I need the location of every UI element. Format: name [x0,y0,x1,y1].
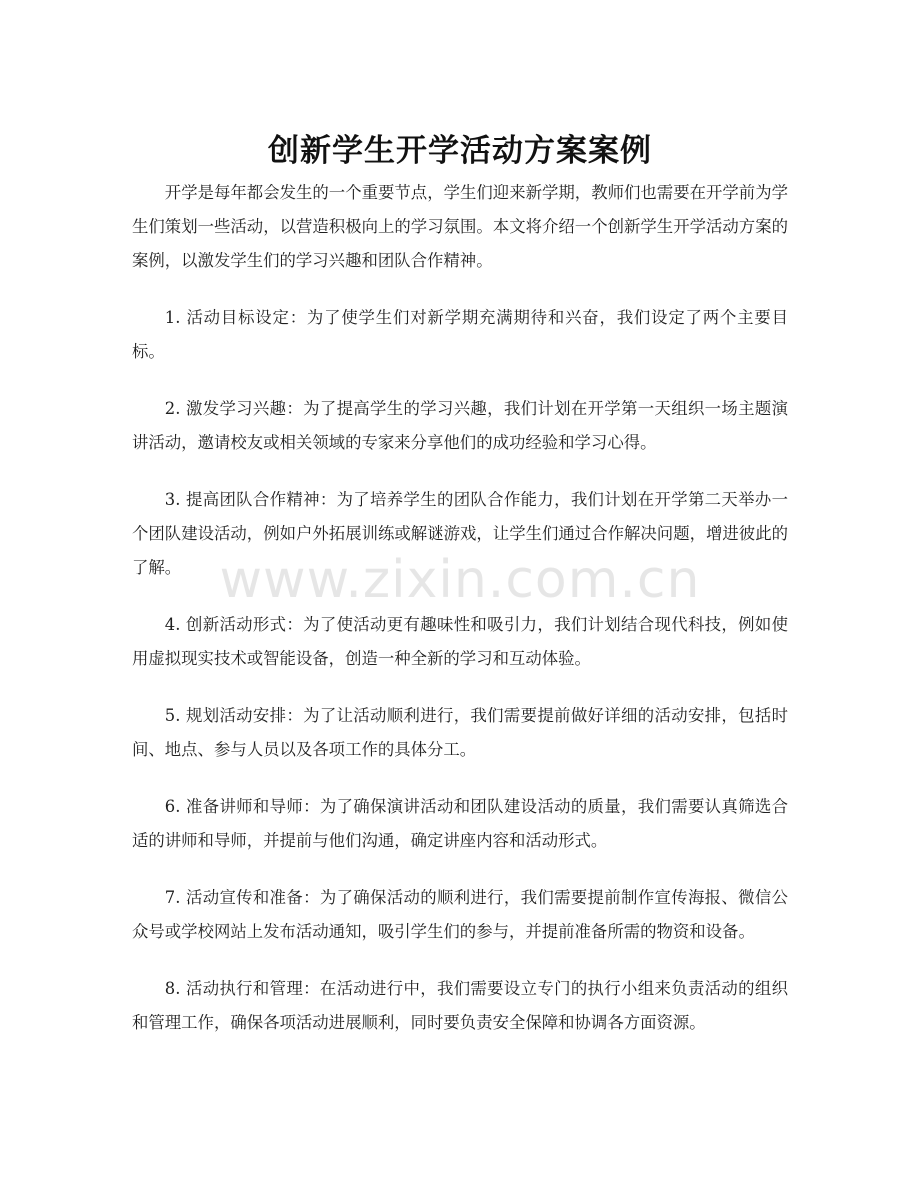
list-item: 5. 规划活动安排：为了让活动顺利进行，我们需要提前做好详细的活动安排，包括时间、地点、参与人员以及各项工作的具体分工。 [132,706,788,759]
page-title: 创新学生开学活动方案案例 [268,132,652,169]
list-item: 7. 活动宣传和准备：为了确保活动的顺利进行，我们需要提前制作宣传海报、微信公众号或学校网站上发布活动通知，吸引学生们的参与，并提前准备所需的物资和设备。 [132,888,788,941]
list-item: 2. 激发学习兴趣：为了提高学生的学习兴趣，我们计划在开学第一天组织一场主题演讲活动，邀请校友或相关领域的专家来分享他们的成功经验和学习心得。 [132,399,788,452]
document-body [132,176,788,1063]
list-item: 1. 活动目标设定：为了使学生们对新学期充满期待和兴奋，我们设定了两个主要目标。 [132,308,788,361]
list-item: 3. 提高团队合作精神：为了培养学生的团队合作能力，我们计划在开学第二天举办一个团队建设活动，例如户外拓展训练或解谜游戏，让学生们通过合作解决问题，增进彼此的了解。 [132,490,788,577]
list-item: 8. 活动执行和管理：在活动进行中，我们需要设立专门的执行小组来负责活动的组织和管理工作，确保各项活动进展顺利，同时要负责安全保障和协调各方面资源。 [132,979,788,1032]
watermark: www.zixin.com.cn [219,550,701,610]
intro-paragraph: 开学是每年都会发生的一个重要节点，学生们迎来新学期，教师们也需要在开学前为学生们策划一些活动，以营造积极向上的学习氛围。本文将介绍一个创新学生开学活动方案的案例，以激发学生们的学习兴趣和团队合作精神。 [132,183,788,270]
list-item: 6. 准备讲师和导师：为了确保演讲活动和团队建设活动的质量，我们需要认真筛选合适的讲师和导师，并提前与他们沟通，确定讲座内容和活动形式。 [132,797,788,850]
list-item: 4. 创新活动形式：为了使活动更有趣味性和吸引力，我们计划结合现代科技，例如使用虚拟现实技术或智能设备，创造一种全新的学习和互动体验。 [132,615,788,668]
